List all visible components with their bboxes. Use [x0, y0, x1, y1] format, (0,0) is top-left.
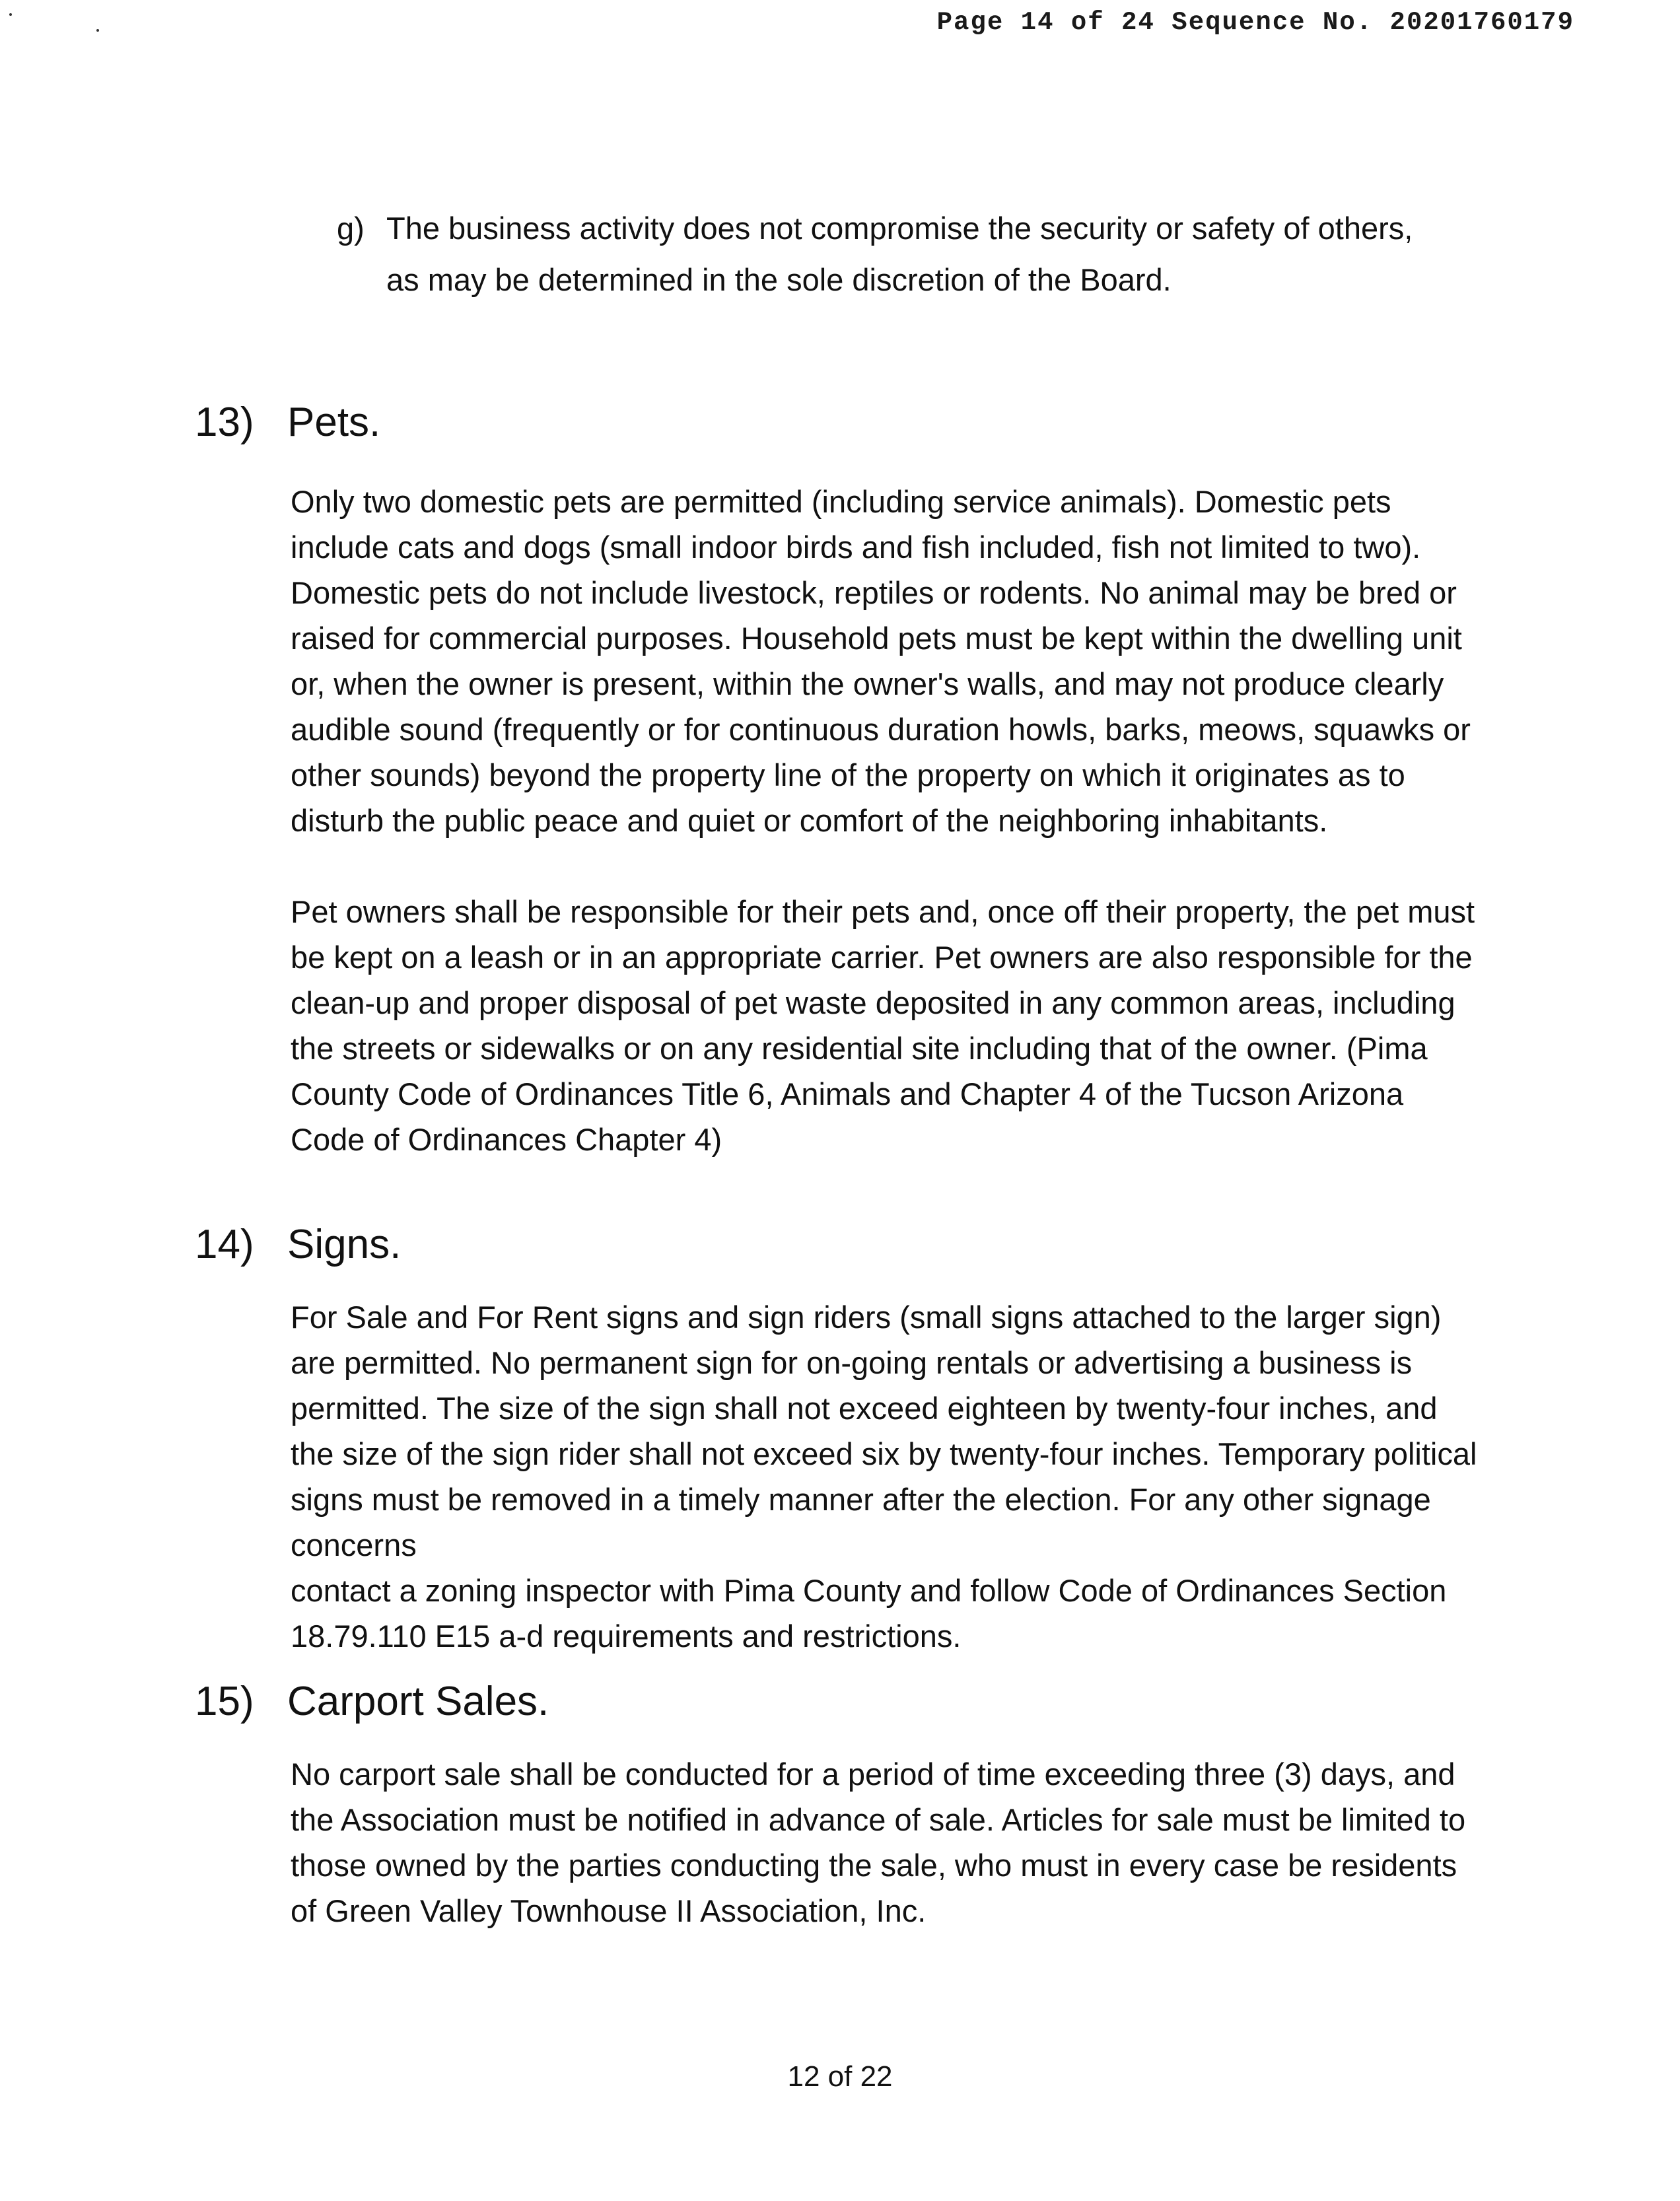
- page-header: Page 14 of 24 Sequence No. 20201760179: [936, 8, 1574, 37]
- section-heading: [195, 1218, 1502, 1271]
- section-pets: [195, 396, 1502, 1162]
- list-item-g: [337, 203, 1420, 306]
- paragraph: contact a zoning inspector with Pima County and follow Code of Ordinances Section 18.79.110 E15 a-d requirements and restrictions.: [291, 1573, 1447, 1654]
- section-heading: [195, 396, 1502, 449]
- section-title: Signs.: [287, 1222, 402, 1267]
- scan-speck: [96, 29, 99, 32]
- paragraph: Only two domestic pets are permitted (including service animals). Domestic pets include cats and dogs (small indoor birds and fish included, fish not limited to two). Domestic pets do not include livestock, reptiles or rodents. No animal may be bred or raised for commercial purposes. Household pets must be kept within the dwelling unit or, when the owner is present, within the owner's walls, and may not produce clearly audible sound (frequently or for continuous duration howls, barks, meows, squawks or other sounds) beyond the property line of the property on which it originates as to disturb the public peace and quiet or comfort of the neighboring inhabitants.: [291, 484, 1471, 838]
- paragraph: Pet owners shall be responsible for their pets and, once off their property, the pet must be kept on a leash or in an appropriate carrier. Pet owners are also responsible for the clean-up and proper disposal of pet waste deposited in any common areas, including the streets or sidewalks or on any residential site including that of the owner. (Pima County Code of Ordinances Title 6, Animals and Chapter 4 of the Tucson Arizona Code of Ordinances Chapter 4): [291, 894, 1475, 1157]
- section-carport-sales: [195, 1675, 1502, 1934]
- section-signs: [195, 1218, 1502, 1659]
- section-body: [291, 1294, 1479, 1659]
- section-heading: [195, 1675, 1502, 1728]
- list-item-marker: g): [337, 211, 365, 246]
- section-number: 15): [195, 1679, 254, 1724]
- paragraph: For Sale and For Rent signs and sign riders (small signs attached to the larger sign) are permitted. No permanent sign for on-going rentals or advertising a business is permitted. The size of the sign shall not exceed eighteen by twenty-four inches, and the size of the sign rider shall not exceed six by twenty-four inches. Temporary political signs must be removed in a timely manner after the election. For any other signage concerns: [291, 1300, 1477, 1562]
- scan-speck: [9, 13, 12, 16]
- page-number: 12 of 22: [787, 2060, 893, 2093]
- section-title: Pets.: [287, 400, 381, 445]
- section-number: 13): [195, 400, 254, 445]
- section-number: 14): [195, 1222, 254, 1267]
- list-item-text: The business activity does not compromise the security or safety of others, as may be determined in the sole discretion of the Board.: [386, 211, 1413, 297]
- section-body: [291, 1751, 1479, 1934]
- section-title: Carport Sales.: [287, 1679, 549, 1724]
- section-body: [291, 479, 1479, 1162]
- paragraph: No carport sale shall be conducted for a period of time exceeding three (3) days, and the Association must be notified in advance of sale. Articles for sale must be limited to those owned by the parties conducting the sale, who must in every case be residents of Green Valley Townhouse II Association, Inc.: [291, 1757, 1466, 1928]
